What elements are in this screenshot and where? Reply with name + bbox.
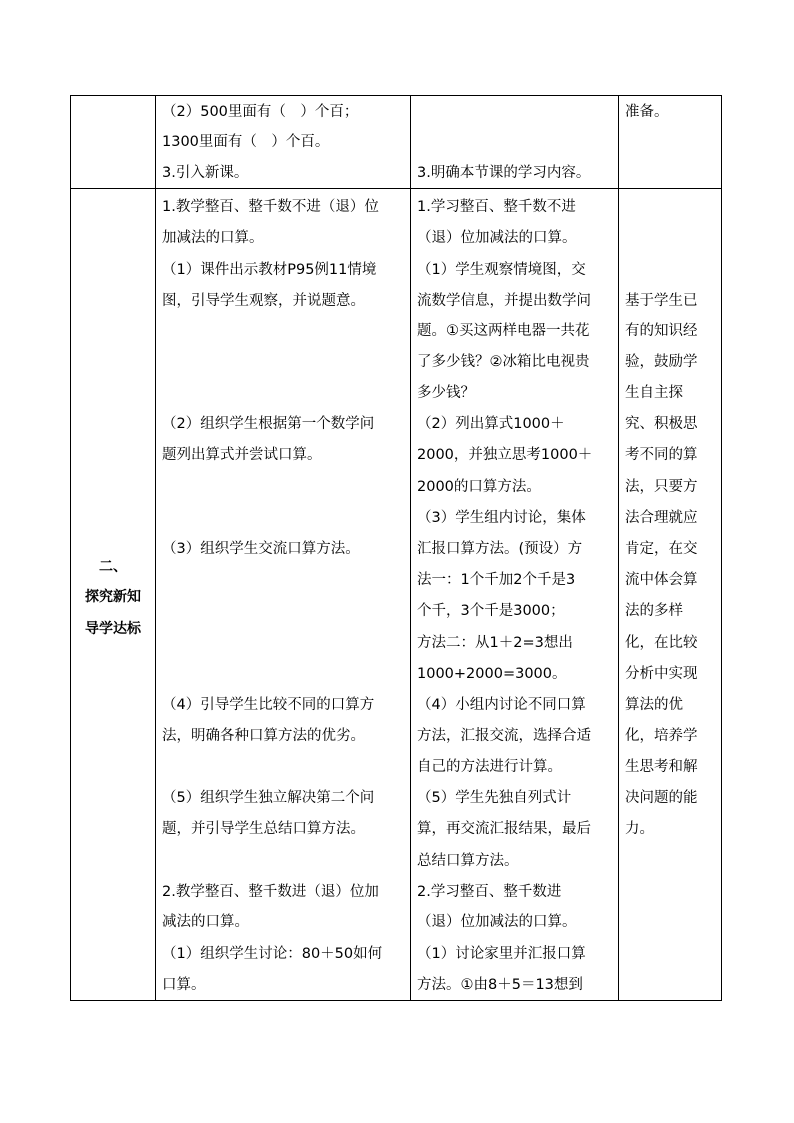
section-title: 探究新知 (85, 589, 141, 605)
teacher-line: （5）组织学生独立解决第二个问 (162, 790, 375, 806)
intent-line: 化，培养学 (625, 728, 698, 744)
teacher-line: 减法的口算。 (162, 914, 249, 930)
intent-line: 化，在比较 (625, 635, 698, 651)
student-line: 2000，并独立思考1000＋ (417, 447, 593, 463)
row1-student-line: 3.明确本节课的学习内容。 (417, 165, 591, 181)
col-divider-1 (155, 95, 156, 1001)
student-line: 算，再交流汇报结果，最后 (417, 821, 591, 837)
student-line: 题。①买这两样电器一共花 (417, 323, 590, 339)
student-line: 汇报口算方法。(预设）方 (417, 541, 583, 557)
student-line: 自己的方法进行计算。 (417, 759, 562, 775)
student-line: （1）学生观察情境图，交 (417, 262, 586, 278)
teacher-line: 题，并引导学生总结口算方法。 (162, 821, 365, 837)
student-line: 法一：1个千加2个千是3 (417, 572, 576, 588)
teacher-line: 2.教学整百、整千数进（退）位加 (162, 884, 379, 900)
intent-line: 有的知识经 (625, 323, 698, 339)
intent-line: 生自主探 (625, 385, 683, 401)
teacher-line: 1.教学整百、整千数不进（退）位 (162, 199, 379, 215)
student-line: （退）位加减法的口算。 (417, 230, 577, 246)
student-line: （5）学生先独自列式计 (417, 790, 572, 806)
teacher-line: 图，引导学生观察，并说题意。 (162, 293, 365, 309)
teacher-line: （3）组织学生交流口算方法。 (162, 541, 360, 557)
student-line: 流数学信息，并提出数学问 (417, 293, 591, 309)
intent-line: 分析中实现 (625, 666, 698, 682)
student-line: 方法，汇报交流，选择合适 (417, 728, 591, 744)
student-line: 2000的口算方法。 (417, 479, 541, 495)
student-line: （4）小组内讨论不同口算 (417, 697, 586, 713)
student-line: 个千，3个千是3000； (417, 603, 565, 619)
student-line: 方法二：从1＋2=3想出 (417, 635, 573, 651)
intent-line: 肯定，在交 (625, 541, 698, 557)
intent-line: 基于学生已 (625, 293, 698, 309)
intent-line: 究、积极思 (625, 416, 698, 432)
col-divider-3 (618, 95, 619, 1001)
intent-line: 考不同的算 (625, 447, 698, 463)
student-line: （3）学生组内讨论，集体 (417, 510, 586, 526)
teacher-line: 法，明确各种口算方法的优劣。 (162, 728, 365, 744)
teacher-line: 题列出算式并尝试口算。 (162, 447, 322, 463)
student-line: （退）位加减法的口算。 (417, 914, 577, 930)
student-line: 总结口算方法。 (417, 853, 519, 869)
intent-line: 算法的优 (625, 697, 683, 713)
intent-line: 决问题的能 (625, 790, 698, 806)
student-line: 1.学习整百、整千数不进 (417, 199, 576, 215)
intent-line: 法的多样 (625, 603, 683, 619)
intent-line: 法合理就应 (625, 510, 698, 526)
teacher-line: 加减法的口算。 (162, 230, 264, 246)
student-line: （1）讨论家里并汇报口算 (417, 946, 586, 962)
student-line: 多少钱？ (417, 385, 475, 401)
section-title: 导学达标 (85, 621, 141, 637)
teacher-line: （1）组织学生讨论：80＋50如何 (162, 946, 383, 962)
intent-line: 法，只要方 (625, 479, 698, 495)
intent-line: 力。 (625, 821, 654, 837)
teacher-line: （1）课件出示教材P95例11情境 (162, 262, 377, 278)
row1-teacher-line: 3.引入新课。 (162, 165, 249, 181)
row1-teacher-line: （2）500里面有（ ）个百； (162, 104, 359, 120)
teacher-line: （2）组织学生根据第一个数学问 (162, 416, 375, 432)
teacher-line: （4）引导学生比较不同的口算方 (162, 697, 375, 713)
section-number: 二、 (99, 559, 127, 575)
row1-teacher-line: 1300里面有（ ）个百。 (162, 134, 330, 150)
intent-line: 生思考和解 (625, 759, 698, 775)
col-divider-2 (410, 95, 411, 1001)
row1-intent-line: 准备。 (625, 104, 669, 120)
student-line: （2）列出算式1000＋ (417, 416, 565, 432)
student-line: 2.学习整百、整千数进 (417, 884, 562, 900)
teacher-line: 口算。 (162, 977, 206, 993)
intent-line: 验，鼓励学 (625, 354, 698, 370)
student-line: 1000+2000=3000。 (417, 666, 567, 682)
intent-line: 流中体会算 (625, 572, 698, 588)
student-line: 了多少钱？②冰箱比电视贵 (417, 354, 590, 370)
student-line: 方法。①由8＋5＝13想到 (417, 977, 583, 993)
